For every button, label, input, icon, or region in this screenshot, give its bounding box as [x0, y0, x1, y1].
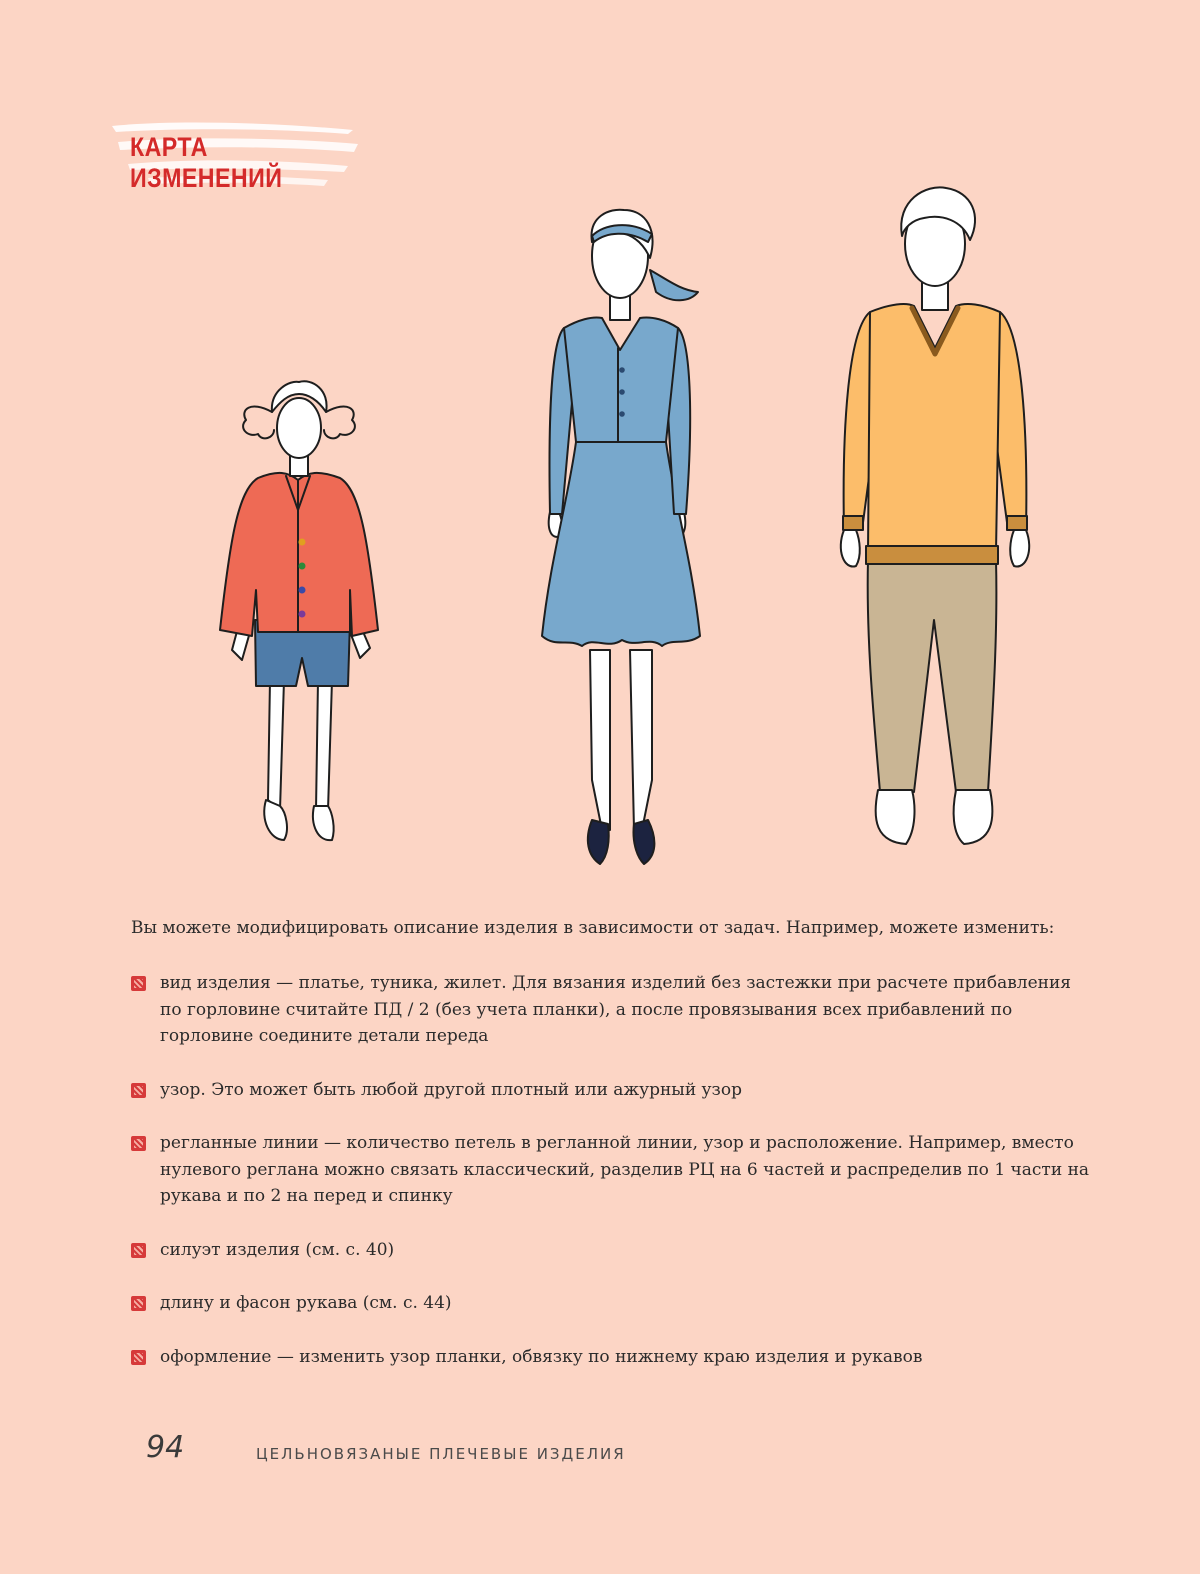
bullet-icon — [131, 1083, 146, 1098]
woman-figure — [542, 210, 700, 864]
modification-list — [131, 970, 1091, 1397]
list-item: длину и фасон рукава (см. с. 44) — [131, 1290, 1091, 1317]
list-item: вид изделия — платье, туника, жилет. Для вязания изделий без застежки при расчете прибавления по горловине считайте ПД / 2 (без учета планки), а после провязывания всех прибавлений по горловине соедините детали переда — [131, 970, 1091, 1050]
running-title: ЦЕЛЬНОВЯЗАНЫЕ ПЛЕЧЕВЫЕ ИЗДЕЛИЯ — [256, 1445, 626, 1463]
page-number: 94 — [146, 1430, 185, 1465]
bullet-icon — [131, 976, 146, 991]
list-item: узор. Это может быть любой другой плотный или ажурный узор — [131, 1077, 1091, 1104]
intro-text: Вы можете модифицировать описание изделия в зависимости от задач. Например, можете изменить: — [131, 918, 1055, 938]
list-item: оформление — изменить узор планки, обвязку по нижнему краю изделия и рукавов — [131, 1344, 1091, 1371]
list-item: силуэт изделия (см. с. 40) — [131, 1237, 1091, 1264]
bullet-icon — [131, 1136, 146, 1151]
child-figure — [220, 381, 378, 840]
list-item: регланные линии — количество петель в регланной линии, узор и расположение. Например, вместо нулевого реглана можно связать классический, разделив РЦ на 6 частей и распределив по 1 части на рукава и по 2 на перед и спинку — [131, 1130, 1091, 1210]
bullet-icon — [131, 1243, 146, 1258]
man-figure — [841, 187, 1029, 844]
section-title: КАРТА ИЗМЕНЕНИЙ — [130, 132, 283, 193]
illustration — [200, 180, 1060, 880]
bullet-icon — [131, 1350, 146, 1365]
bullet-icon — [131, 1296, 146, 1311]
